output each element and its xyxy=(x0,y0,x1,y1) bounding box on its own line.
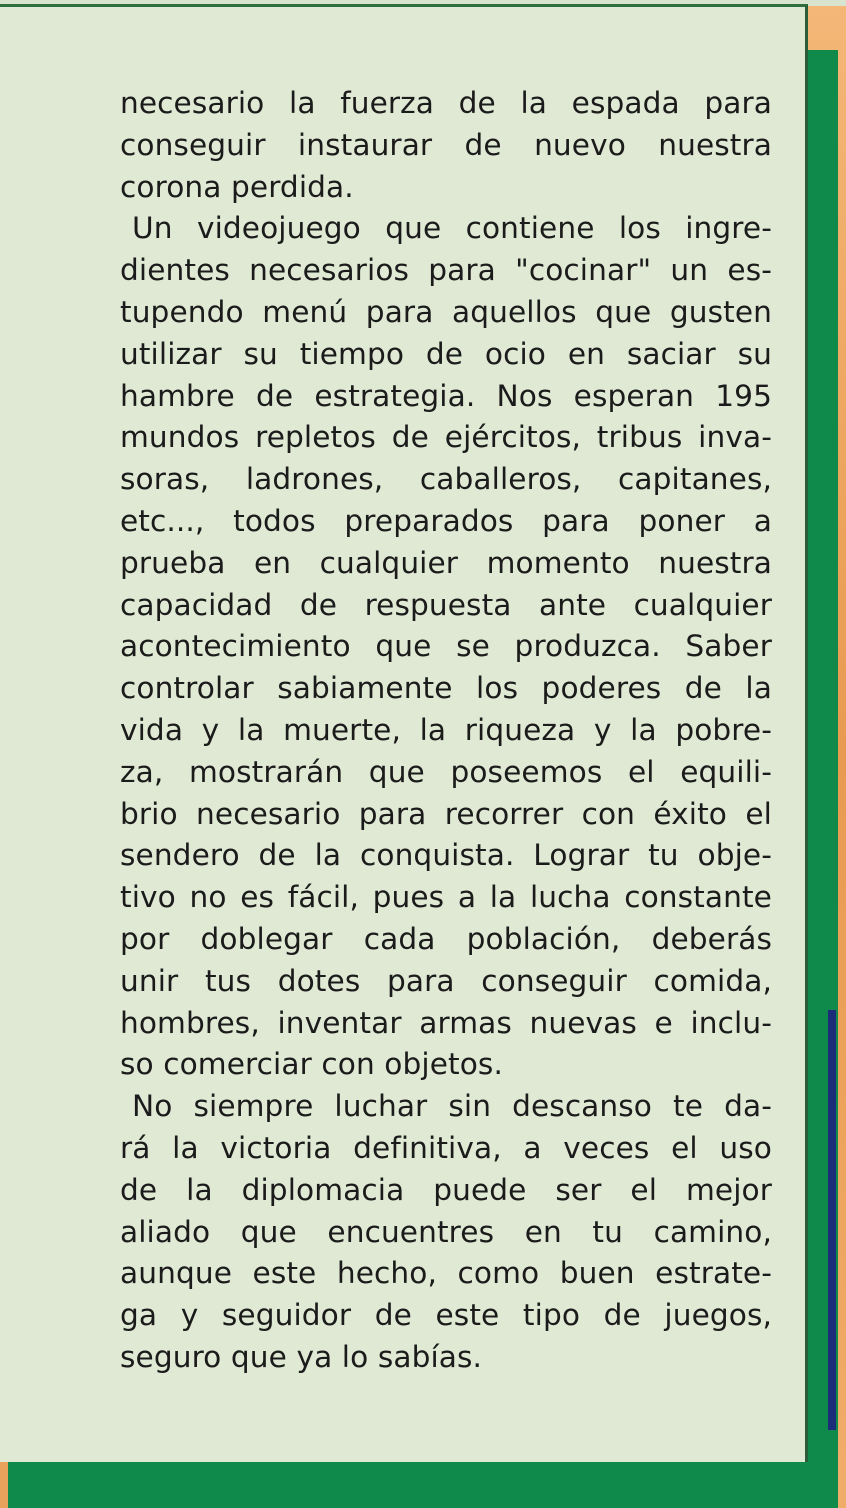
text-line: rá la victoria definitiva, a veces el uso xyxy=(120,1130,772,1165)
text-line: necesario la fuerza de la espada para xyxy=(120,86,772,120)
text-line: No siempre luchar sin descanso te da- xyxy=(132,1089,772,1124)
text-line: corona perdida. xyxy=(120,169,354,204)
text-line: soras, ladrones, caballeros, capitanes, xyxy=(120,462,772,497)
text-line: prueba en cualquier momento nuestra xyxy=(120,545,772,580)
text-line: ga y seguidor de este tipo de juegos, xyxy=(120,1298,772,1333)
text-line: unir tus dotes para conseguir comida, xyxy=(120,963,772,998)
paragraph-1 xyxy=(120,83,772,208)
text-line: acontecimiento que se produzca. Saber xyxy=(120,629,772,664)
text-line: dientes necesarios para "cocinar" un es- xyxy=(120,253,772,288)
text-line: mundos repletos de ejércitos, tribus inva- xyxy=(120,420,772,455)
paragraph-2 xyxy=(120,208,772,1086)
text-line: Un videojuego que contiene los ingre- xyxy=(132,211,772,246)
paragraph-3 xyxy=(120,1086,772,1379)
text-line: utilizar su tiempo de ocio en saciar su xyxy=(120,336,772,371)
text-line: seguro que ya lo sabías. xyxy=(120,1339,483,1374)
text-line: tupendo menú para aquellos que gusten xyxy=(120,294,772,329)
text-line: so comerciar con objetos. xyxy=(120,1047,503,1082)
text-line: controlar sabiamente los poderes de la xyxy=(120,671,772,706)
text-line: hombres, inventar armas nuevas e inclu- xyxy=(120,1005,772,1040)
text-line: za, mostrarán que poseemos el equili- xyxy=(120,754,772,789)
text-line: conseguir instaurar de nuevo nuestra xyxy=(120,127,772,162)
text-line: sendero de la conquista. Lograr tu obje- xyxy=(120,838,772,873)
text-line: etc..., todos preparados para poner a xyxy=(120,503,772,538)
text-line: tivo no es fácil, pues a la lucha constante xyxy=(120,880,772,915)
text-panel xyxy=(0,4,808,1462)
blue-edge-accent xyxy=(828,1010,836,1430)
text-line: capacidad de respuesta ante cualquier xyxy=(120,587,772,622)
text-line: por doblegar cada población, deberás xyxy=(120,921,772,956)
text-line: aliado que encuentres en tu camino, xyxy=(120,1214,772,1249)
text-line: hambre de estrategia. Nos esperan 195 xyxy=(120,378,772,413)
article-body xyxy=(120,83,772,1379)
text-line: brio necesario para recorrer con éxito el xyxy=(120,796,772,831)
text-line: de la diplomacia puede ser el mejor xyxy=(120,1172,772,1207)
text-line: vida y la muerte, la riqueza y la pobre- xyxy=(120,712,772,747)
text-line: aunque este hecho, como buen estrate- xyxy=(120,1256,772,1291)
